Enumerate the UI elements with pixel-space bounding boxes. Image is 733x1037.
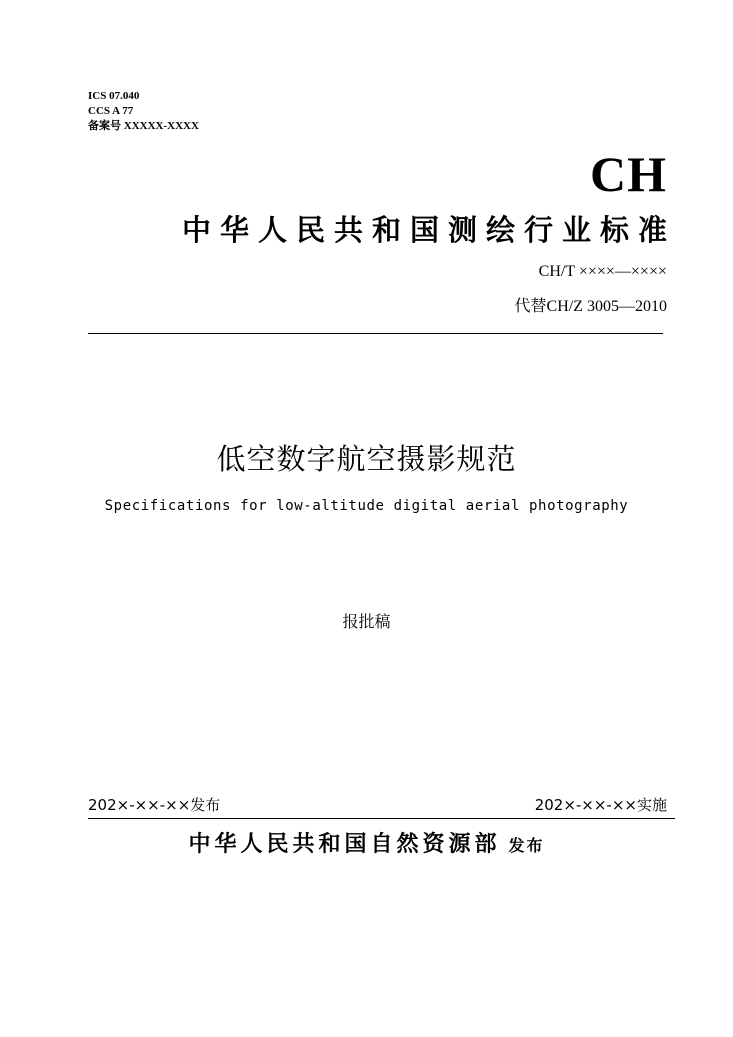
publisher-line (0, 828, 733, 863)
standard-number: CH/T ××××—×××× (538, 263, 667, 280)
document-title-cn: 低空数字航空摄影规范 (216, 442, 517, 476)
document-status: 报批稿 (342, 612, 391, 631)
standard-title: 中华人民共和国测绘行业标准 (181, 213, 676, 247)
header-divider (88, 333, 663, 334)
replaces-standard: 代替CH/Z 3005—2010 (514, 298, 667, 315)
ccs-code: CCS A 77 (88, 105, 134, 117)
ics-code: ICS 07.040 (88, 90, 140, 102)
filing-number: 备案号 XXXXX-XXXX (88, 120, 199, 132)
standard-category-code: CH (590, 146, 667, 202)
issue-date: 202×-××-××发布 (88, 796, 221, 814)
footer-divider (88, 818, 675, 819)
publisher-name: 中华人民共和国自然资源部 (188, 832, 501, 857)
publish-action: 发布 (508, 836, 545, 855)
implementation-date: 202×-××-××实施 (534, 796, 667, 814)
document-title-en: Specifications for low-altitude digital aerial photography (104, 498, 629, 514)
